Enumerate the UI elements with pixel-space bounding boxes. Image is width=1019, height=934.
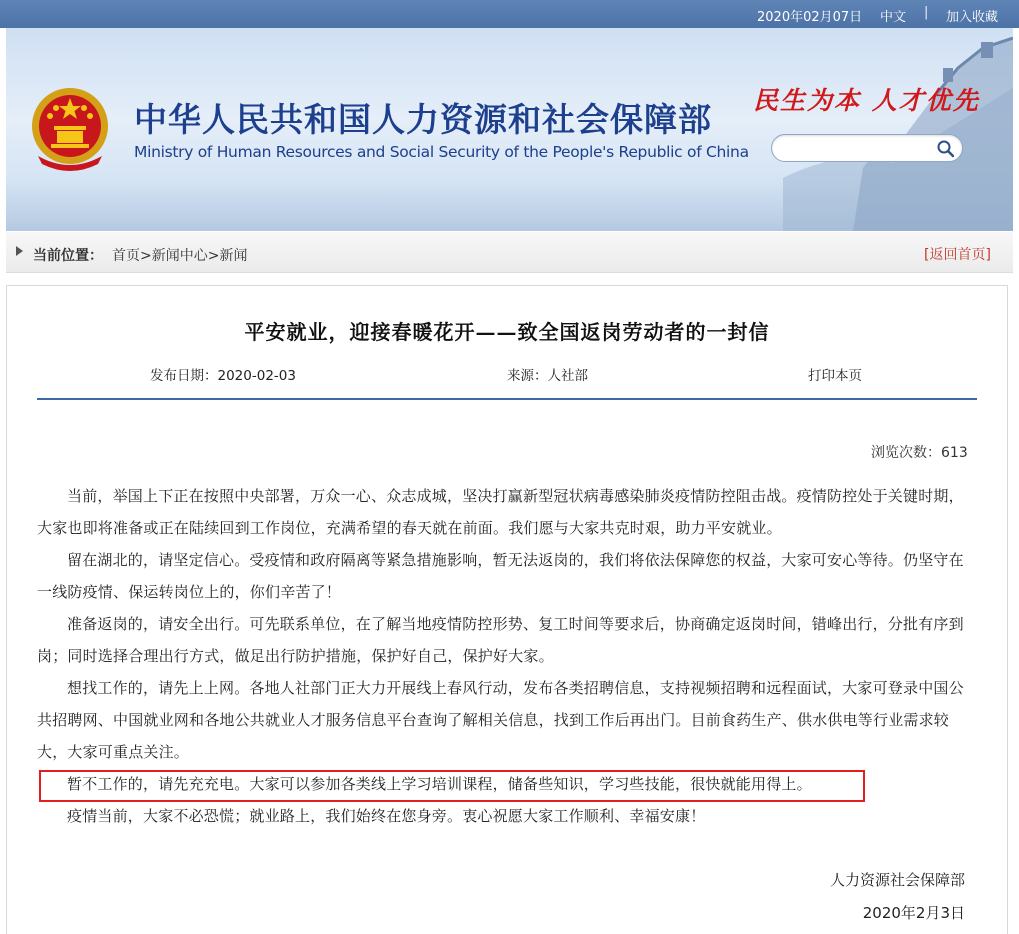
signature-date: 2020年2月3日 (862, 904, 965, 922)
breadcrumb-label: 当前位置： (33, 248, 103, 264)
article-container (6, 285, 1008, 934)
title-divider (37, 398, 977, 400)
publish-date: 发布日期：2020-02-03 (150, 368, 296, 384)
current-date: 2020年02月07日 (757, 10, 863, 25)
article-source: 来源：人社部 (507, 368, 588, 384)
article-paragraph: 疫情当前，大家不必恐慌；就业路上，我们始终在您身旁。衷心祝愿大家工作顺利、幸福安康！ (67, 807, 706, 825)
article-paragraph: 当前，举国上下正在按照中央部署，万众一心、众志成城，坚决打赢新型冠状病毒感染肺炎疫情防控阻击战。疫情防控处于关键时期，大家也即将准备或正在陆续回到工作岗位，充满希望的春天就在前面。我们愿与大家共克时艰，助力平安就业。 (37, 487, 964, 537)
site-title-en: Ministry of Human Resources and Social Security of the People's Republic of China (134, 143, 749, 161)
back-home-link[interactable]: [返回首页] (924, 247, 991, 263)
signature-org: 人力资源社会保障部 (829, 871, 965, 889)
language-link[interactable]: 中文 (880, 10, 907, 25)
breadcrumb-path[interactable]: 首页>新闻中心>新闻 (112, 248, 248, 264)
search-icon[interactable] (936, 139, 956, 159)
article-paragraph: 想找工作的，请先上上网。各地人社部门正大力开展线上春风行动，发布各类招聘信息，支持视频招聘和远程面试，大家可登录中国公共招聘网、中国就业网和各地公共就业人才服务信息平台查询了解相关信息，找到工作后再出门。目前食药生产、供水供电等行业需求较大，大家可重点关注。 (37, 679, 964, 761)
article-paragraph: 准备返岗的，请安全出行。可先联系单位，在了解当地疫情防控形势、复工时间等要求后，协商确定返岗时间，错峰出行，分批有序到岗；同时选择合理出行方式，做足出行防护措施，保护好自己，保护好大家。 (37, 615, 964, 665)
site-title-cn: 中华人民共和国人力资源和社会保障部 (134, 100, 712, 139)
article-paragraph-highlighted: 暂不工作的，请先充充电。大家可以参加各类线上学习培训课程，储备些知识，学习些技能，很快就能用得上。 (67, 775, 812, 793)
breadcrumb (6, 232, 1013, 273)
search-box (771, 134, 963, 162)
add-favorite-link[interactable]: 加入收藏 (946, 10, 999, 25)
article-title: 平安就业，迎接春暖花开——致全国返岗劳动者的一封信 (244, 320, 770, 344)
triangle-right-icon (16, 246, 23, 256)
search-input[interactable] (782, 139, 932, 159)
article-paragraph: 留在湖北的，请坚定信心。受疫情和政府隔离等紧急措施影响，暂无法返岗的，我们将依法保障您的权益，大家可安心等待。仍坚守在一线防疫情、保运转岗位上的，你们辛苦了！ (37, 551, 964, 601)
top-bar (0, 0, 1019, 28)
national-emblem-icon (28, 84, 112, 174)
print-page-link[interactable]: 打印本页 (808, 368, 862, 384)
view-count: 浏览次数：613 (871, 445, 968, 461)
slogan: 民生为本 人才优先 (753, 86, 980, 115)
site-banner (6, 28, 1013, 231)
topbar-separator: | (924, 5, 929, 20)
great-wall-decoration (783, 28, 1013, 231)
